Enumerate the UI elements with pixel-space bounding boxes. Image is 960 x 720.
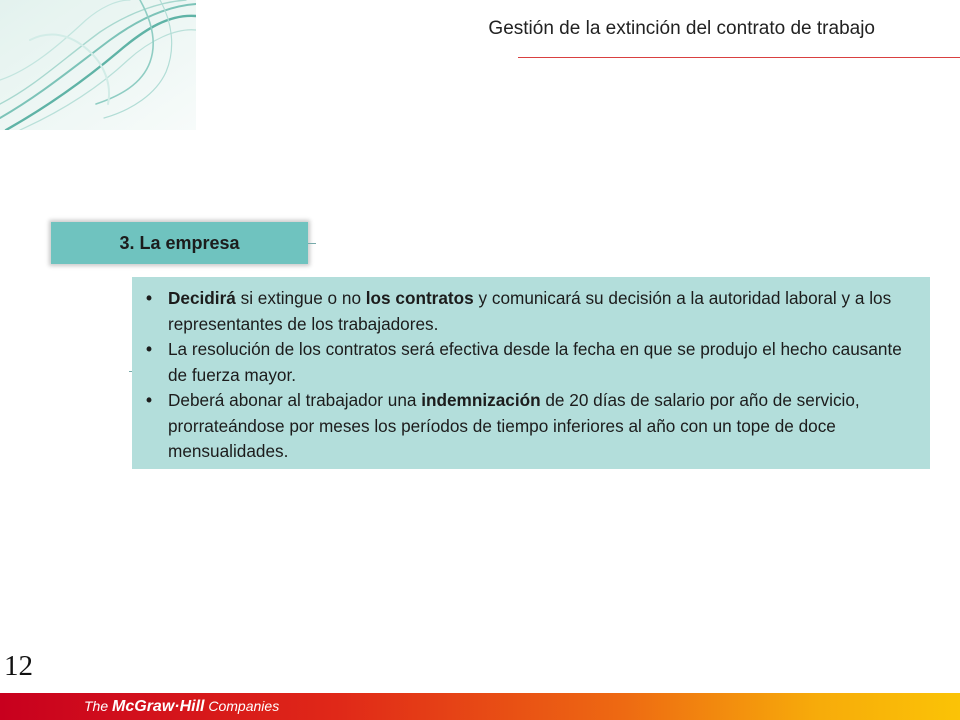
- decorative-swirl-graphic: [0, 0, 196, 130]
- header-divider: [518, 57, 960, 58]
- item-text: La resolución de los contratos será efectiva desde la fecha en que se produjo el hecho causante de fuerza mayor.: [168, 339, 902, 385]
- logo-brand: McGraw·Hill: [112, 698, 205, 715]
- content-panel: [132, 277, 930, 469]
- logo-suffix: Companies: [204, 698, 280, 714]
- bullet-icon: •: [146, 339, 153, 359]
- item-text: si extingue o no: [235, 288, 366, 308]
- footer-bar: [0, 693, 960, 720]
- list-item: [146, 286, 904, 337]
- logo-prefix: The: [84, 698, 113, 714]
- section-label-box: [51, 222, 308, 264]
- bullet-icon: •: [146, 390, 153, 410]
- list-item: [146, 388, 904, 465]
- page-title: Gestión de la extinción del contrato de trabajo: [488, 18, 875, 39]
- item-text: Deberá abonar al trabajador una: [168, 390, 422, 410]
- publisher-logo: [84, 698, 279, 716]
- item-text-bold: Decidirá: [168, 288, 236, 308]
- section-label-text: 3. La empresa: [119, 232, 240, 253]
- bullet-list: [146, 286, 904, 465]
- item-text: y comunicará su decisión a la autoridad laboral y a los representantes de los trabajadores.: [168, 288, 892, 334]
- slide-number: 12: [4, 650, 33, 682]
- list-item: [146, 337, 904, 388]
- connector-line: [308, 243, 316, 244]
- item-text-bold: indemnización: [421, 390, 541, 410]
- item-text-bold: los contratos: [365, 288, 474, 308]
- item-text: de 20 días de salario por año de servicio, prorrateándose por meses los períodos de tiempo inferiores al año con un tope de doce mensualidades.: [168, 390, 860, 461]
- bullet-icon: •: [146, 288, 153, 308]
